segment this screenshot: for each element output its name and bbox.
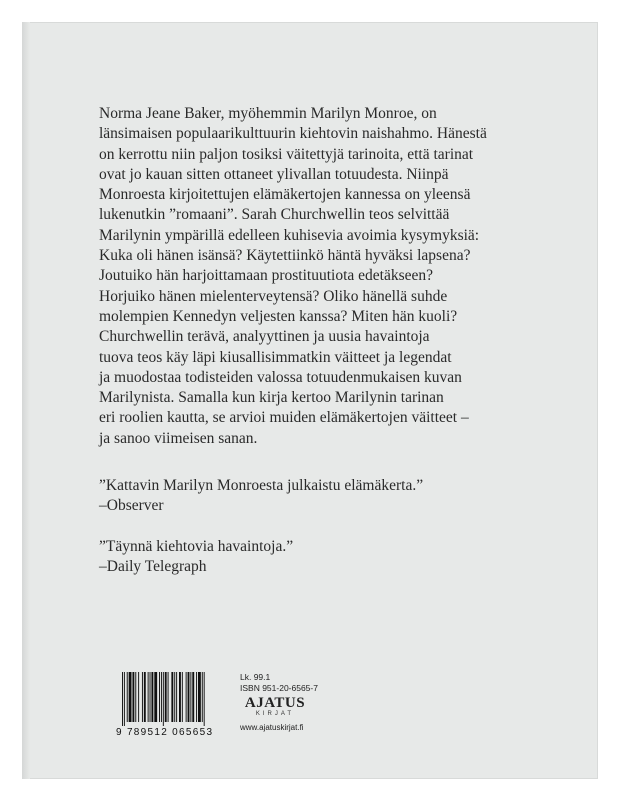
- blurb-line: Marilynista. Samalla kun kirja kertoo Marilynin tarinan: [99, 389, 444, 407]
- barcode-bar: [159, 672, 160, 722]
- barcode-bar: [192, 672, 194, 722]
- publication-meta: [240, 672, 318, 693]
- barcode-bar: [148, 672, 149, 722]
- barcode-bar: [168, 672, 169, 722]
- barcode-bar: [163, 672, 164, 726]
- blurb-line: Kuka oli hänen isänsä? Käytettiinkö häntä hyväksi lapsena?: [99, 247, 471, 265]
- barcode-bar: [196, 672, 197, 722]
- quote-text: ”Täynnä kiehtovia havaintoja.”: [99, 538, 294, 555]
- blurb-line: on kerrottu niin paljon tosiksi väitettyjä tarinoita, että tarinat: [99, 145, 474, 163]
- barcode-bar: [122, 672, 123, 726]
- barcode-bar: [179, 672, 181, 722]
- blurb-line: ovat jo kauan sitten ottaneet ylivallan totuudesta. Niinpä: [99, 165, 449, 183]
- barcode-bar: [150, 672, 151, 722]
- isbn-text: ISBN 951-20-6565-7: [240, 682, 318, 693]
- isbn-barcode: [116, 672, 226, 738]
- barcode-bar: [171, 672, 173, 722]
- barcode-bar: [174, 672, 175, 722]
- barcode-bar: [151, 672, 153, 722]
- barcode-bar: [190, 672, 191, 722]
- blurb-line: Horjuiko hänen mielenterveytensä? Oliko hänellä suhde: [99, 287, 448, 305]
- blurb-line: länsimaisen populaarikulttuurin kiehtovin naishahmo. Hänestä: [99, 125, 487, 143]
- barcode-bar: [161, 672, 162, 722]
- publisher-url: www.ajatuskirjat.fi: [240, 723, 304, 732]
- barcode-bar: [154, 672, 157, 722]
- blurb-line: ja sanoo viimeisen sanan.: [99, 429, 258, 447]
- classification-code: Lk. 99.1: [240, 672, 271, 682]
- barcode-bar: [129, 672, 132, 722]
- blurb-line: tuova teos käy läpi kiusallisimmatkin väitteet ja legendat: [99, 348, 452, 366]
- spine-shadow: [22, 22, 30, 779]
- barcode-bars: [122, 672, 226, 726]
- barcode-bar: [182, 672, 183, 722]
- barcode-bar: [165, 672, 167, 722]
- blurb-line: Marilynin ympärillä edelleen kuhisevia avoimia kysymyksiä:: [99, 226, 480, 244]
- quote-text: ”Kattavin Marilyn Monroesta julkaistu elämäkerta.”: [99, 477, 424, 494]
- barcode-number: 9 789512 065653: [116, 727, 214, 738]
- blurb-line: eri roolien kautta, se arvioi muiden elämäkertojen väitteet –: [99, 409, 469, 427]
- barcode-bar: [198, 672, 201, 722]
- barcode-bar: [202, 672, 203, 722]
- barcode-bar: [176, 672, 177, 722]
- barcode-bar: [132, 672, 134, 722]
- quote-source: –Observer: [99, 497, 164, 515]
- barcode-bar: [135, 672, 136, 722]
- blurb-line: Churchwellin terävä, analyyttinen ja uusia havaintoja: [99, 328, 430, 346]
- blurb-text: [99, 104, 487, 449]
- quote-source: –Daily Telegraph: [99, 558, 207, 576]
- barcode-bar: [124, 672, 125, 726]
- barcode-bar: [144, 672, 146, 722]
- review-quote-observer: [99, 476, 423, 517]
- barcode-bar: [186, 672, 187, 722]
- blurb-line: Joutuiko hän harjoittamaan prostituutiota edetäkseen?: [99, 267, 434, 285]
- barcode-bar: [142, 672, 143, 722]
- blurb-line: Monroesta kirjoitettujen elämäkertojen kannessa on yleensä: [99, 186, 471, 204]
- barcode-bar: [204, 672, 205, 726]
- publisher-logo-word: AJATUS: [244, 695, 306, 711]
- blurb-line: molempien Kennedyn veljesten kanssa? Miten hän kuoli?: [99, 307, 458, 325]
- barcode-bar: [138, 672, 139, 722]
- blurb-line: Norma Jeane Baker, myöhemmin Marilyn Monroe, on: [99, 105, 437, 122]
- barcode-bar: [127, 672, 128, 722]
- publisher-logo: [240, 696, 310, 718]
- barcode-bar: [188, 672, 190, 722]
- review-quote-telegraph: [99, 537, 293, 578]
- blurb-line: ja muodostaa todisteiden valossa totuudenmukaisen kuvan: [99, 368, 462, 386]
- publisher-logo-sub: KIRJAT: [255, 711, 295, 717]
- blurb-line: lukenutkin ”romaani”. Sarah Churchwellin teos selvittää: [99, 206, 450, 224]
